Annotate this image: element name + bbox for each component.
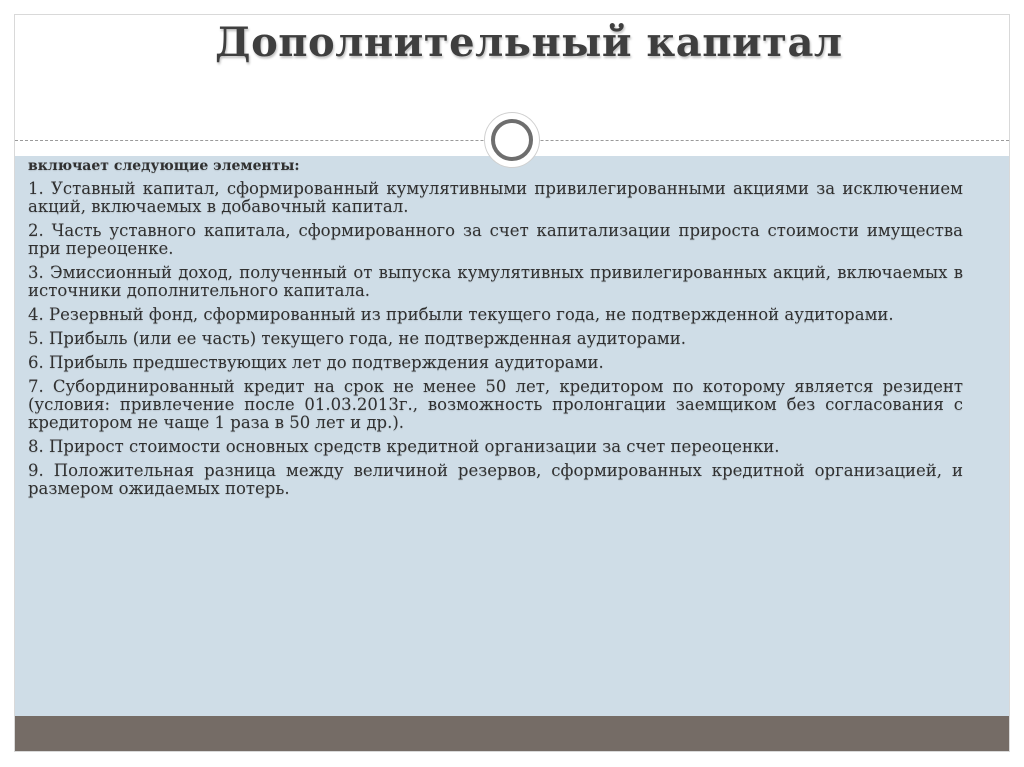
list-item-8: 8. Прирост стоимости основных средств кредитной организации за счет переоценки. xyxy=(28,437,780,456)
bottom-bar xyxy=(15,716,1009,752)
list-item-1: 1. Уставный капитал, сформированный кумулятивными привилегированными акциями за исключением акций, включаемых в добавочный капитал. xyxy=(28,179,963,216)
list-item-3: 3. Эмиссионный доход, полученный от выпуска кумулятивных привилегированных акций, включаемых в источники дополнительного капитала. xyxy=(28,263,963,300)
intro-text: включает следующие элементы: xyxy=(28,158,300,174)
slide-body xyxy=(28,158,963,504)
list-item-4: 4. Резервный фонд, сформированный из прибыли текущего года, не подтвержденной аудиторами. xyxy=(28,305,894,324)
list-item-5: 5. Прибыль (или ее часть) текущего года, не подтвержденная аудиторами. xyxy=(28,329,687,348)
list-item-6: 6. Прибыль предшествующих лет до подтверждения аудиторами. xyxy=(28,353,604,372)
slide-title: Дополнительный капитал xyxy=(215,19,843,66)
list-item-9: 9. Положительная разница между величиной резервов, сформированных кредитной организацией, и размером ожидаемых потерь. xyxy=(28,461,963,498)
list-item-7: 7. Субординированный кредит на срок не менее 50 лет, кредитором по которому является резидент (условия: привлечение после 01.03.2013г., возможность пролонгации заемщиком без согласования с кредитором не чаще 1 раза в 50 лет и др.). xyxy=(28,377,963,432)
ring-inner xyxy=(491,119,533,161)
list-item-2: 2. Часть уставного капитала, сформированного за счет капитализации прироста стоимости имущества при переоценке. xyxy=(28,221,963,258)
